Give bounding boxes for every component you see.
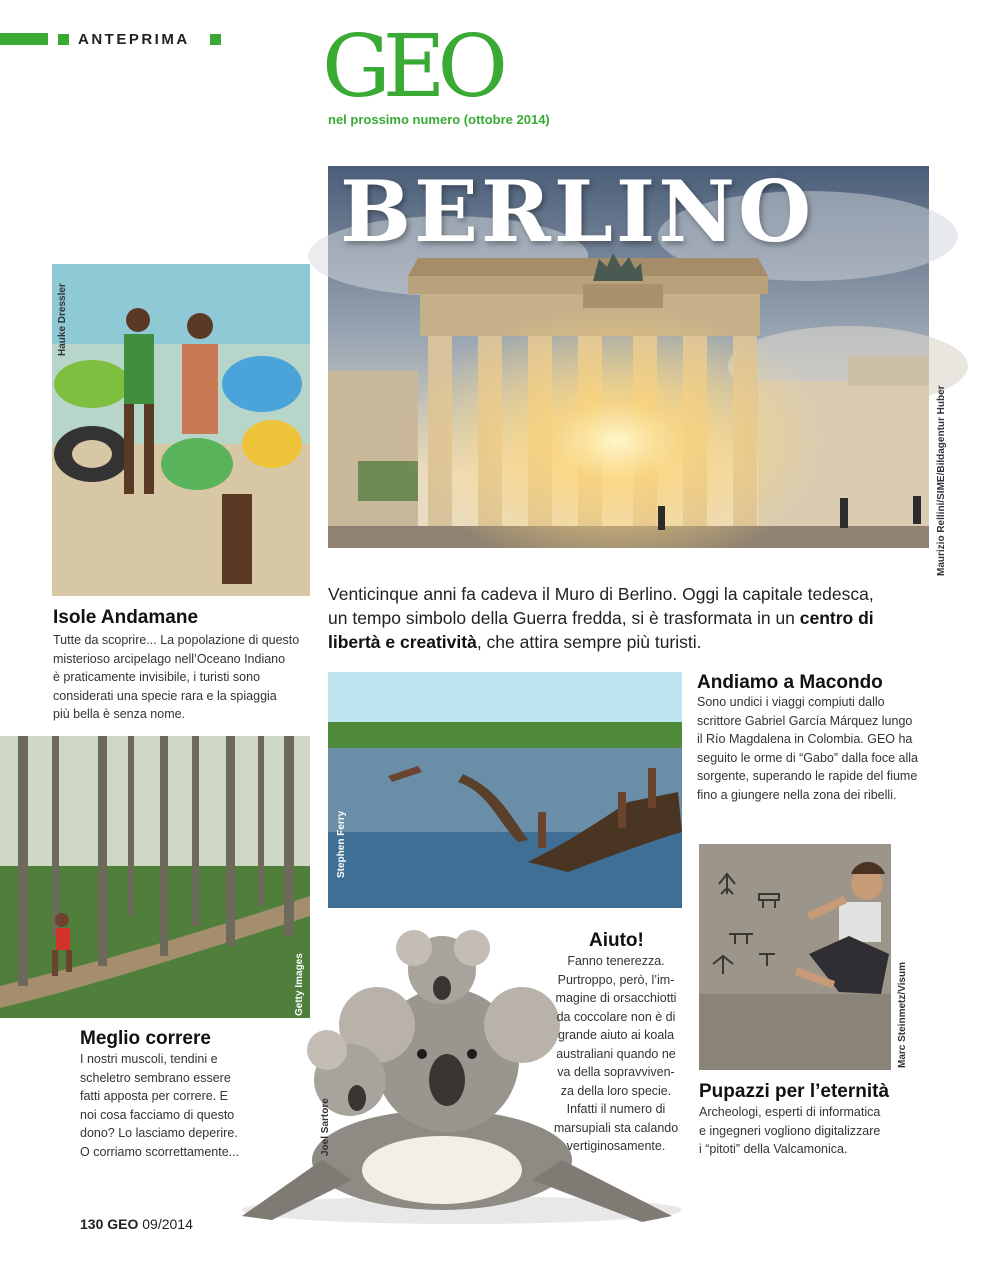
text-line: scheletro sembrano essere	[80, 1070, 231, 1085]
berlin-photo-credit: Maurizio Rellini/SIME/Bildagentur Huber	[936, 385, 947, 576]
text-line: sorgente, superando le rapide del fiume	[697, 769, 918, 783]
correre-photo-credit: Getty Images	[294, 953, 305, 1016]
berlin-lead-text	[328, 582, 888, 654]
text-line: scrittore Gabriel García Márquez lungo	[697, 713, 913, 728]
river-bathers-illustration	[328, 672, 682, 908]
text-line: e ingegneri vogliono digitalizzare	[699, 1123, 881, 1138]
andamane-photo-credit: Hauke Dressler	[57, 283, 68, 356]
text-line: i “pitoti” della Valcamonica.	[699, 1142, 848, 1156]
text-line: va della sopravviven-	[557, 1065, 675, 1079]
header-square-left	[58, 34, 69, 45]
page-footer	[80, 1216, 193, 1232]
text-line: Fanno tenerezza.	[567, 954, 665, 968]
macondo-photo-credit: Stephen Ferry	[336, 810, 347, 878]
text-line: il Río Magdalena in Colombia. GEO ha	[697, 732, 913, 746]
text-line: più bella è senza nome.	[53, 707, 186, 721]
berlin-title: BERLINO	[340, 162, 815, 261]
pupazzi-photo-credit: Marc Steinmetz/Visum	[897, 962, 908, 1068]
text-line: seguito le orme di “Gabo” dalla foce alla	[697, 750, 918, 765]
rock-carvings-illustration	[699, 844, 891, 1070]
text-line: za della loro specie.	[560, 1083, 672, 1098]
andamane-title: Isole Andamane	[53, 607, 199, 628]
text-line: vertiginosamente.	[566, 1139, 666, 1153]
geo-logo: GEO	[322, 17, 500, 117]
text-line: misterioso arcipelago nell’Oceano Indiano	[53, 651, 286, 666]
macondo-text	[697, 693, 967, 804]
macondo-photo	[328, 672, 682, 908]
text-line: è praticamente invisibile, i turisti sono	[53, 670, 261, 684]
section-label: ANTEPRIMA	[78, 31, 190, 48]
text-line: Archeologi, esperti di informatica	[699, 1105, 881, 1119]
text-line: australiani quando ne	[556, 1046, 676, 1061]
andamane-photo	[52, 264, 310, 596]
text-line: I nostri muscoli, tendini e	[80, 1052, 218, 1066]
text-line: Infatti il numero di	[566, 1102, 666, 1116]
text-line: da coccolare non è di	[556, 1009, 676, 1024]
pupazzi-text	[699, 1103, 969, 1159]
text-line: considerati una specie rara e la spiaggia	[53, 688, 277, 703]
issue-number: 09/2014	[142, 1216, 193, 1232]
text-line: dono? Lo lasciamo deperire.	[80, 1126, 238, 1140]
correre-title: Meglio correre	[80, 1028, 211, 1049]
text-line: Purtroppo, però, l’im-	[557, 972, 675, 987]
text-line: O corriamo scorrettamente...	[80, 1144, 240, 1159]
text-line: Tutte da scoprire... La popolazione di questo	[53, 633, 300, 647]
berlin-photo	[328, 162, 929, 548]
lead-emphasis: centro di libertà e creatività	[328, 608, 874, 652]
andamane-text	[53, 631, 323, 724]
text-line: marsupiali sta calando	[553, 1120, 679, 1135]
text-line: magine di orsacchiotti	[555, 991, 677, 1005]
koala-title: Aiuto!	[589, 930, 644, 951]
page-number: 130 GEO	[80, 1216, 139, 1232]
text-line: noi cosa facciamo di questo	[80, 1107, 235, 1122]
pupazzi-title: Pupazzi per l’eternità	[699, 1081, 890, 1102]
pupazzi-photo	[699, 844, 908, 1070]
text-line: fino a giungere nella zona dei ribelli.	[697, 787, 897, 802]
koala-photo-credit: Joel Sartore	[320, 1098, 331, 1156]
text-line: Sono undici i viaggi compiuti dallo	[697, 695, 885, 709]
lead-plain-end: , che attira sempre più turisti.	[476, 632, 702, 652]
text-line: fatti apposta per correre. E	[80, 1089, 228, 1103]
issue-subtitle: nel prossimo numero (ottobre 2014)	[328, 112, 550, 127]
koala-text	[541, 952, 691, 1156]
header-square-right	[210, 34, 221, 45]
beach-vendors-illustration	[52, 264, 310, 596]
lead-plain-start: Venticinque anni fa cadeva il Muro di Berlino. Oggi la capitale tedesca, un tempo simbolo della Guerra fredda, si è trasformata in un	[328, 584, 874, 628]
text-line: grande aiuto ai koala	[557, 1028, 675, 1042]
header-accent-bar	[0, 33, 48, 45]
macondo-title: Andiamo a Macondo	[697, 672, 883, 693]
